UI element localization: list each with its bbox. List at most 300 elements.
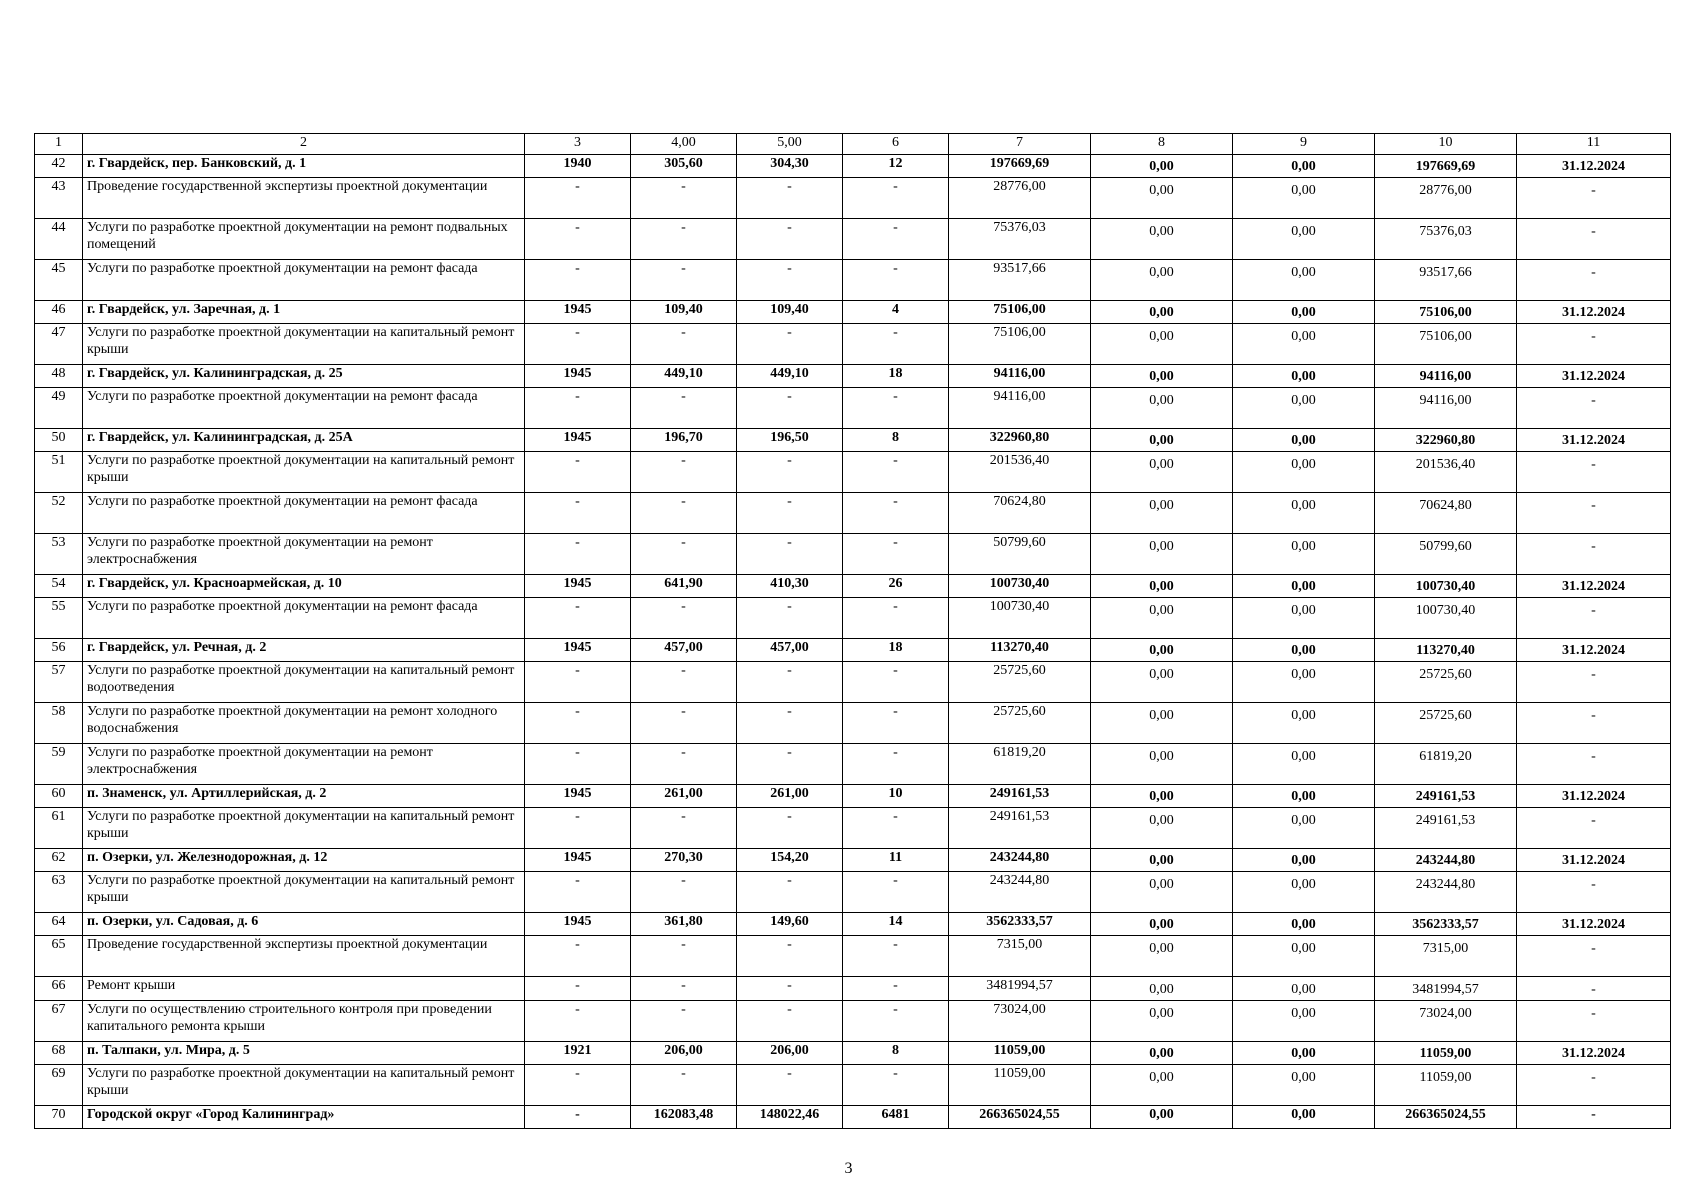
cell-cost-fund: 0,00 (1091, 744, 1233, 785)
cell-area-living: - (737, 872, 843, 913)
cell-deadline: 31.12.2024 (1517, 301, 1671, 324)
cell-year: - (525, 219, 631, 260)
cell-cost-fund: 0,00 (1091, 1042, 1233, 1065)
cell-cost-total: 243244,80 (949, 872, 1091, 913)
cell-cost-owner: 100730,40 (1375, 575, 1517, 598)
cell-area-total: 261,00 (631, 785, 737, 808)
cell-cost-total: 70624,80 (949, 493, 1091, 534)
cell-cost-owner: 94116,00 (1375, 388, 1517, 429)
cell-cost-total: 197669,69 (949, 155, 1091, 178)
cell-description: г. Гвардейск, ул. Заречная, д. 1 (83, 301, 525, 324)
cell-row-number: 67 (35, 1001, 83, 1042)
cell-cost-fund: 0,00 (1091, 598, 1233, 639)
cell-year: 1945 (525, 639, 631, 662)
cell-cost-owner: 75106,00 (1375, 324, 1517, 365)
cell-deadline: 31.12.2024 (1517, 913, 1671, 936)
cell-deadline: - (1517, 744, 1671, 785)
cell-cost-total: 11059,00 (949, 1065, 1091, 1106)
cell-area-total: - (631, 977, 737, 1001)
cell-year: - (525, 178, 631, 219)
cell-cost-owner: 93517,66 (1375, 260, 1517, 301)
cell-cost-total: 249161,53 (949, 785, 1091, 808)
cell-residents: - (843, 324, 949, 365)
cell-residents: 8 (843, 1042, 949, 1065)
cell-cost-other: 0,00 (1233, 872, 1375, 913)
cell-year: - (525, 452, 631, 493)
cell-cost-fund: 0,00 (1091, 808, 1233, 849)
cell-year: - (525, 977, 631, 1001)
cell-residents: 6 (843, 134, 949, 155)
cell-cost-fund: 0,00 (1091, 575, 1233, 598)
cell-cost-owner: 100730,40 (1375, 598, 1517, 639)
cell-cost-owner: 11059,00 (1375, 1042, 1517, 1065)
cell-area-living: 5,00 (737, 134, 843, 155)
cell-row-number: 48 (35, 365, 83, 388)
cell-residents: 18 (843, 639, 949, 662)
cell-description: г. Гвардейск, ул. Речная, д. 2 (83, 639, 525, 662)
cell-description: г. Гвардейск, ул. Калининградская, д. 25 (83, 365, 525, 388)
cell-cost-fund: 0,00 (1091, 872, 1233, 913)
cell-row-number: 49 (35, 388, 83, 429)
cell-cost-other: 0,00 (1233, 662, 1375, 703)
cell-cost-fund: 0,00 (1091, 219, 1233, 260)
table-row-work (35, 388, 1671, 429)
cell-residents: - (843, 977, 949, 1001)
cell-cost-total: 249161,53 (949, 808, 1091, 849)
cell-cost-other: 0,00 (1233, 155, 1375, 178)
cell-residents: 8 (843, 429, 949, 452)
cell-deadline: - (1517, 1065, 1671, 1106)
cell-area-living: - (737, 388, 843, 429)
cell-cost-fund: 0,00 (1091, 1065, 1233, 1106)
cell-cost-owner: 61819,20 (1375, 744, 1517, 785)
cell-deadline: 31.12.2024 (1517, 639, 1671, 662)
cell-cost-fund: 0,00 (1091, 301, 1233, 324)
cell-cost-fund: 0,00 (1091, 1001, 1233, 1042)
cell-area-living: - (737, 936, 843, 977)
cell-deadline: 11 (1517, 134, 1671, 155)
table-row-building (35, 429, 1671, 452)
cell-cost-other: 0,00 (1233, 1065, 1375, 1106)
cell-cost-fund: 0,00 (1091, 849, 1233, 872)
table-row-work (35, 662, 1671, 703)
cell-deadline: - (1517, 1001, 1671, 1042)
table-row-building (35, 1042, 1671, 1065)
cell-row-number: 51 (35, 452, 83, 493)
cell-deadline: - (1517, 872, 1671, 913)
cell-deadline: - (1517, 534, 1671, 575)
cell-cost-owner: 11059,00 (1375, 1065, 1517, 1106)
cell-area-total: - (631, 662, 737, 703)
works-table (34, 133, 1671, 1129)
cell-year: 1921 (525, 1042, 631, 1065)
cell-cost-other: 0,00 (1233, 365, 1375, 388)
cell-cost-fund: 0,00 (1091, 155, 1233, 178)
cell-residents: - (843, 662, 949, 703)
cell-cost-other: 0,00 (1233, 785, 1375, 808)
cell-row-number: 70 (35, 1106, 83, 1129)
cell-row-number: 57 (35, 662, 83, 703)
cell-cost-total: 266365024,55 (949, 1106, 1091, 1129)
cell-year: 1945 (525, 785, 631, 808)
cell-deadline: - (1517, 977, 1671, 1001)
cell-area-total: - (631, 936, 737, 977)
cell-residents: - (843, 452, 949, 493)
cell-area-living: 449,10 (737, 365, 843, 388)
cell-area-total: 361,80 (631, 913, 737, 936)
cell-description: Услуги по разработке проектной документации на капитальный ремонт водоотведения (83, 662, 525, 703)
cell-description: Услуги по осуществлению строительного контроля при проведении капитального ремонта крыши (83, 1001, 525, 1042)
table-row-work (35, 977, 1671, 1001)
cell-area-living: - (737, 808, 843, 849)
cell-year: 1945 (525, 575, 631, 598)
cell-deadline: - (1517, 452, 1671, 493)
cell-residents: - (843, 1065, 949, 1106)
cell-cost-fund: 0,00 (1091, 452, 1233, 493)
cell-residents: - (843, 808, 949, 849)
table-row-total (35, 1106, 1671, 1129)
cell-cost-owner: 7315,00 (1375, 936, 1517, 977)
cell-cost-fund: 0,00 (1091, 703, 1233, 744)
cell-area-total: - (631, 534, 737, 575)
cell-year: 1945 (525, 301, 631, 324)
cell-residents: - (843, 936, 949, 977)
table-row-building (35, 365, 1671, 388)
cell-cost-owner: 50799,60 (1375, 534, 1517, 575)
cell-area-living: 154,20 (737, 849, 843, 872)
cell-row-number: 42 (35, 155, 83, 178)
cell-cost-other: 0,00 (1233, 1042, 1375, 1065)
cell-description: г. Гвардейск, ул. Красноармейская, д. 10 (83, 575, 525, 598)
cell-area-total: - (631, 808, 737, 849)
cell-cost-other: 0,00 (1233, 744, 1375, 785)
cell-cost-owner: 75376,03 (1375, 219, 1517, 260)
table-header-row (35, 134, 1671, 155)
cell-cost-owner: 70624,80 (1375, 493, 1517, 534)
cell-year: - (525, 808, 631, 849)
cell-area-total: - (631, 219, 737, 260)
table-row-building (35, 639, 1671, 662)
cell-cost-fund: 0,00 (1091, 324, 1233, 365)
cell-cost-owner: 25725,60 (1375, 703, 1517, 744)
cell-year: - (525, 936, 631, 977)
cell-description: 2 (83, 134, 525, 155)
cell-cost-total: 7 (949, 134, 1091, 155)
cell-residents: - (843, 703, 949, 744)
cell-year: 1945 (525, 913, 631, 936)
cell-cost-other: 0,00 (1233, 178, 1375, 219)
cell-row-number: 56 (35, 639, 83, 662)
table-row-work (35, 324, 1671, 365)
cell-row-number: 50 (35, 429, 83, 452)
cell-residents: - (843, 260, 949, 301)
cell-row-number: 66 (35, 977, 83, 1001)
cell-area-living: - (737, 1065, 843, 1106)
cell-area-living: - (737, 260, 843, 301)
cell-row-number: 1 (35, 134, 83, 155)
cell-cost-other: 0,00 (1233, 598, 1375, 639)
cell-area-total: - (631, 1001, 737, 1042)
cell-description: Услуги по разработке проектной документации на ремонт фасада (83, 493, 525, 534)
cell-deadline: - (1517, 1106, 1671, 1129)
cell-deadline: 31.12.2024 (1517, 1042, 1671, 1065)
cell-area-total: - (631, 493, 737, 534)
cell-cost-total: 94116,00 (949, 388, 1091, 429)
cell-description: Услуги по разработке проектной документации на капитальный ремонт крыши (83, 872, 525, 913)
cell-description: Услуги по разработке проектной документации на капитальный ремонт крыши (83, 324, 525, 365)
cell-row-number: 45 (35, 260, 83, 301)
cell-residents: 6481 (843, 1106, 949, 1129)
cell-cost-total: 50799,60 (949, 534, 1091, 575)
cell-area-total: 4,00 (631, 134, 737, 155)
cell-cost-owner: 249161,53 (1375, 785, 1517, 808)
cell-area-total: 270,30 (631, 849, 737, 872)
cell-cost-other: 0,00 (1233, 493, 1375, 534)
cell-cost-other: 0,00 (1233, 324, 1375, 365)
cell-cost-total: 100730,40 (949, 598, 1091, 639)
cell-area-total: 457,00 (631, 639, 737, 662)
cell-cost-other: 0,00 (1233, 639, 1375, 662)
cell-cost-other: 0,00 (1233, 936, 1375, 977)
cell-cost-total: 93517,66 (949, 260, 1091, 301)
cell-area-living: - (737, 178, 843, 219)
cell-cost-fund: 0,00 (1091, 639, 1233, 662)
cell-residents: - (843, 1001, 949, 1042)
cell-description: Городской округ «Город Калининград» (83, 1106, 525, 1129)
cell-residents: - (843, 493, 949, 534)
table-row-work (35, 744, 1671, 785)
cell-cost-fund: 0,00 (1091, 429, 1233, 452)
cell-cost-other: 0,00 (1233, 534, 1375, 575)
cell-cost-owner: 249161,53 (1375, 808, 1517, 849)
cell-row-number: 44 (35, 219, 83, 260)
cell-cost-other: 0,00 (1233, 301, 1375, 324)
cell-area-total: - (631, 178, 737, 219)
cell-row-number: 43 (35, 178, 83, 219)
cell-description: Услуги по разработке проектной документации на капитальный ремонт крыши (83, 452, 525, 493)
cell-row-number: 59 (35, 744, 83, 785)
cell-cost-fund: 0,00 (1091, 534, 1233, 575)
cell-cost-total: 243244,80 (949, 849, 1091, 872)
cell-residents: 11 (843, 849, 949, 872)
cell-cost-fund: 0,00 (1091, 913, 1233, 936)
cell-area-total: 206,00 (631, 1042, 737, 1065)
cell-year: - (525, 598, 631, 639)
cell-cost-other: 0,00 (1233, 219, 1375, 260)
cell-cost-owner: 243244,80 (1375, 872, 1517, 913)
cell-row-number: 63 (35, 872, 83, 913)
cell-description: п. Озерки, ул. Железнодорожная, д. 12 (83, 849, 525, 872)
cell-residents: 12 (843, 155, 949, 178)
cell-deadline: 31.12.2024 (1517, 365, 1671, 388)
cell-cost-total: 7315,00 (949, 936, 1091, 977)
cell-cost-other: 0,00 (1233, 575, 1375, 598)
cell-cost-other: 0,00 (1233, 703, 1375, 744)
cell-area-total: 196,70 (631, 429, 737, 452)
cell-cost-other: 0,00 (1233, 913, 1375, 936)
cell-residents: - (843, 388, 949, 429)
table-row-work (35, 534, 1671, 575)
table-row-building (35, 849, 1671, 872)
cell-deadline: - (1517, 808, 1671, 849)
cell-area-total: 109,40 (631, 301, 737, 324)
cell-area-living: - (737, 452, 843, 493)
cell-description: Услуги по разработке проектной документации на ремонт электроснабжения (83, 534, 525, 575)
cell-year: - (525, 493, 631, 534)
table-row-work (35, 1001, 1671, 1042)
cell-residents: - (843, 598, 949, 639)
cell-area-total: - (631, 703, 737, 744)
cell-cost-other: 0,00 (1233, 452, 1375, 493)
cell-deadline: - (1517, 324, 1671, 365)
cell-cost-total: 73024,00 (949, 1001, 1091, 1042)
cell-cost-owner: 94116,00 (1375, 365, 1517, 388)
cell-cost-other: 0,00 (1233, 260, 1375, 301)
cell-cost-owner: 201536,40 (1375, 452, 1517, 493)
cell-cost-owner: 266365024,55 (1375, 1106, 1517, 1129)
cell-deadline: - (1517, 493, 1671, 534)
cell-year: 1940 (525, 155, 631, 178)
table-row-work (35, 178, 1671, 219)
cell-cost-fund: 0,00 (1091, 178, 1233, 219)
table-row-work (35, 808, 1671, 849)
cell-cost-total: 113270,40 (949, 639, 1091, 662)
cell-deadline: 31.12.2024 (1517, 429, 1671, 452)
table-row-building (35, 785, 1671, 808)
cell-year: - (525, 260, 631, 301)
table-row-building (35, 301, 1671, 324)
cell-year: - (525, 703, 631, 744)
cell-residents: 4 (843, 301, 949, 324)
cell-residents: - (843, 534, 949, 575)
table-row-building (35, 575, 1671, 598)
cell-residents: 14 (843, 913, 949, 936)
cell-cost-other: 9 (1233, 134, 1375, 155)
cell-cost-owner: 25725,60 (1375, 662, 1517, 703)
cell-description: Услуги по разработке проектной документации на ремонт фасада (83, 388, 525, 429)
cell-area-living: - (737, 493, 843, 534)
cell-cost-other: 0,00 (1233, 388, 1375, 429)
cell-cost-total: 100730,40 (949, 575, 1091, 598)
cell-cost-total: 75106,00 (949, 324, 1091, 365)
cell-residents: - (843, 872, 949, 913)
cell-area-living: 206,00 (737, 1042, 843, 1065)
table-row-work (35, 493, 1671, 534)
cell-cost-total: 201536,40 (949, 452, 1091, 493)
cell-area-living: 109,40 (737, 301, 843, 324)
cell-year: - (525, 1065, 631, 1106)
cell-cost-owner: 10 (1375, 134, 1517, 155)
table-row-work (35, 598, 1671, 639)
cell-cost-owner: 75106,00 (1375, 301, 1517, 324)
cell-description: Услуги по разработке проектной документации на ремонт фасада (83, 598, 525, 639)
cell-area-total: 162083,48 (631, 1106, 737, 1129)
table-row-work (35, 703, 1671, 744)
cell-area-living: - (737, 219, 843, 260)
cell-cost-fund: 0,00 (1091, 260, 1233, 301)
cell-cost-owner: 197669,69 (1375, 155, 1517, 178)
cell-cost-fund: 8 (1091, 134, 1233, 155)
cell-residents: 18 (843, 365, 949, 388)
cell-cost-total: 3562333,57 (949, 913, 1091, 936)
cell-area-living: 149,60 (737, 913, 843, 936)
cell-year: - (525, 1001, 631, 1042)
cell-residents: - (843, 219, 949, 260)
cell-deadline: 31.12.2024 (1517, 575, 1671, 598)
cell-area-living: - (737, 703, 843, 744)
cell-description: г. Гвардейск, пер. Банковский, д. 1 (83, 155, 525, 178)
cell-cost-other: 0,00 (1233, 808, 1375, 849)
cell-area-total: 641,90 (631, 575, 737, 598)
cell-area-living: - (737, 534, 843, 575)
cell-cost-total: 3481994,57 (949, 977, 1091, 1001)
cell-area-living: 261,00 (737, 785, 843, 808)
cell-area-total: 305,60 (631, 155, 737, 178)
table-row-work (35, 260, 1671, 301)
cell-residents: 26 (843, 575, 949, 598)
cell-deadline: 31.12.2024 (1517, 849, 1671, 872)
cell-year: - (525, 744, 631, 785)
cell-row-number: 60 (35, 785, 83, 808)
cell-deadline: - (1517, 703, 1671, 744)
table-row-work (35, 219, 1671, 260)
cell-cost-owner: 73024,00 (1375, 1001, 1517, 1042)
cell-area-total: - (631, 744, 737, 785)
cell-area-total: - (631, 388, 737, 429)
cell-year: 3 (525, 134, 631, 155)
cell-area-total: - (631, 324, 737, 365)
cell-cost-other: 0,00 (1233, 429, 1375, 452)
cell-year: 1945 (525, 849, 631, 872)
cell-row-number: 55 (35, 598, 83, 639)
cell-area-living: 304,30 (737, 155, 843, 178)
cell-cost-fund: 0,00 (1091, 365, 1233, 388)
cell-cost-owner: 113270,40 (1375, 639, 1517, 662)
cell-year: - (525, 1106, 631, 1129)
cell-cost-total: 322960,80 (949, 429, 1091, 452)
cell-cost-total: 28776,00 (949, 178, 1091, 219)
cell-area-total: - (631, 872, 737, 913)
cell-row-number: 54 (35, 575, 83, 598)
cell-cost-fund: 0,00 (1091, 1106, 1233, 1129)
cell-row-number: 53 (35, 534, 83, 575)
cell-deadline: - (1517, 936, 1671, 977)
cell-area-living: 457,00 (737, 639, 843, 662)
table-row-building (35, 155, 1671, 178)
cell-cost-owner: 243244,80 (1375, 849, 1517, 872)
cell-description: Услуги по разработке проектной документации на ремонт холодного водоснабжения (83, 703, 525, 744)
cell-row-number: 46 (35, 301, 83, 324)
cell-residents: 10 (843, 785, 949, 808)
cell-year: - (525, 388, 631, 429)
cell-cost-other: 0,00 (1233, 849, 1375, 872)
cell-description: Услуги по разработке проектной документации на ремонт фасада (83, 260, 525, 301)
cell-row-number: 47 (35, 324, 83, 365)
cell-cost-total: 94116,00 (949, 365, 1091, 388)
cell-area-living: 148022,46 (737, 1106, 843, 1129)
cell-row-number: 61 (35, 808, 83, 849)
cell-area-living: - (737, 598, 843, 639)
cell-description: Услуги по разработке проектной документации на капитальный ремонт крыши (83, 808, 525, 849)
cell-description: г. Гвардейск, ул. Калининградская, д. 25А (83, 429, 525, 452)
cell-description: Проведение государственной экспертизы проектной документации (83, 178, 525, 219)
cell-description: Ремонт крыши (83, 977, 525, 1001)
cell-cost-fund: 0,00 (1091, 388, 1233, 429)
cell-cost-total: 75376,03 (949, 219, 1091, 260)
cell-year: - (525, 534, 631, 575)
cell-deadline: - (1517, 260, 1671, 301)
cell-row-number: 58 (35, 703, 83, 744)
